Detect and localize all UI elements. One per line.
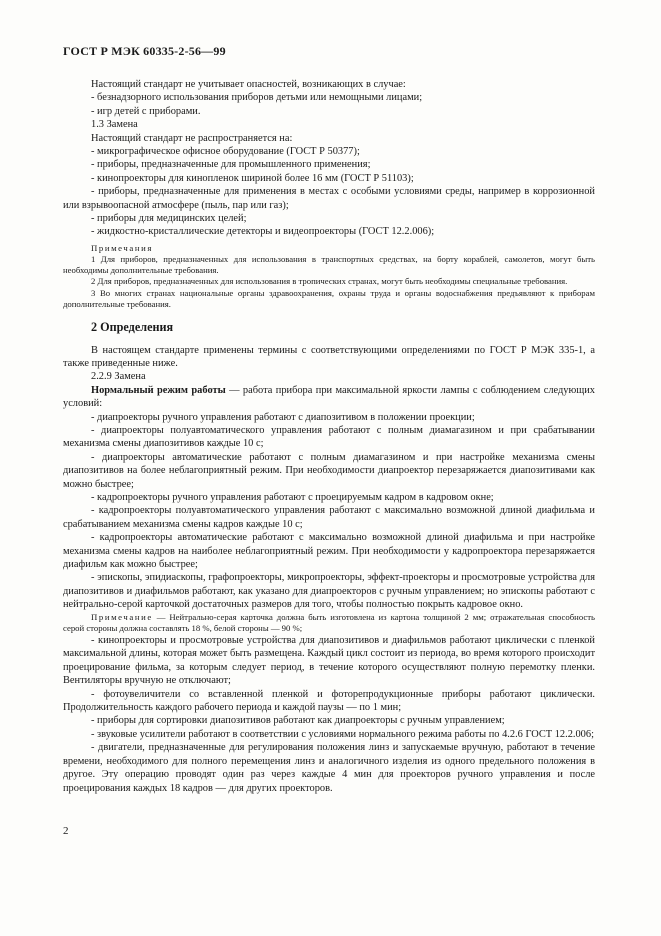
page-number: 2 — [63, 825, 69, 837]
list-item: - эпископы, эпидиаскопы, графопроекторы, микропроекторы, эффект-проекторы и просмотровые устройства для диапозитивов и диафильмов работают, как указано для диапроекторов с ручным управлением; но эпископы работают с нейтрально-серой карточкой достаточных размеров для того, чтобы полностью покрыть кадровое окно. — [63, 572, 595, 611]
paragraph: В настоящем стандарте применены термины с соответствующими определениями по ГОСТ Р МЭК 335-1, а также приведенные ниже. — [63, 344, 595, 369]
list-item: - кадропроекторы полуавтоматического управления работают с максимально возможной длиной диафильма и срабатыванием механизма смены кадров каждые 10 с; — [63, 505, 595, 530]
term: Нормальный режим работы — [91, 384, 226, 396]
list-item: - приборы, предназначенные для промышленного применения; — [91, 159, 371, 171]
list-item: - микрографическое офисное оборудование (ГОСТ Р 50377); — [91, 146, 360, 158]
notes-block — [63, 243, 595, 310]
list-item: - безнадзорного использования приборов детьми или немощными лицами; — [91, 92, 423, 104]
list-item: - диапроекторы ручного управления работают с диапозитивом в положении проекции; — [91, 411, 475, 423]
inline-note — [63, 612, 595, 634]
list-item: - жидкостно-кристаллические детекторы и видеопроекторы (ГОСТ 12.2.006); — [91, 226, 435, 238]
term-definition: — работа прибора при максимальной яркости лампы с соблюдением следующих условий: — [63, 384, 595, 410]
list-item: - двигатели, предназначенные для регулирования положения линз и запускаемые вручную, работают в течение времени, необходимого для полного перемещения линз и аналогичного изделия из одного предельного положения в другое. Эту операцию проводят один раз через каждые 4 мин для проекторов ручного управления и после проецирования каждых 18 кадров — для других проекторов. — [63, 742, 595, 794]
note-item: 2 Для приборов, предназначенных для использования в тропических странах, могут быть необходимы специальные требования. — [91, 276, 568, 287]
definition-paragraph — [63, 384, 595, 411]
page-header: ГОСТ Р МЭК 60335-2-56—99 — [63, 44, 226, 58]
clause-heading: 1.3 Замена — [91, 119, 138, 131]
list-item: - кинопроекторы для кинопленок шириной более 16 мм (ГОСТ Р 51103); — [91, 172, 414, 184]
paragraph: Настоящий стандарт не распространяется на: — [91, 132, 293, 144]
note-item: 3 Во многих странах национальные органы здравоохранения, охраны труда и органы водоснабжения предъявляют к приборам дополнительные требования. — [63, 287, 595, 309]
list-item: - кинопроекторы и просмотровые устройства для диапозитивов и диафильмов работают циклически с пленкой максимальной длины, которая может быть размещена. Каждый цикл состоит из периода, во время которого происходит проецирование фильма, за которым следует период, в течение которого осуществляют полную перемотку пленки. Вентиляторы вручную не отключают; — [63, 635, 595, 687]
list-item: - звуковые усилители работают в соответствии с условиями нормального режима работы по 4.2.6 ГОСТ 12.2.006; — [91, 728, 594, 740]
list-item: - диапроекторы автоматические работают с полным диамагазином и при настройке механизма смены диапозитивов на более неблагоприятный режим. При необходимости диапроектор перезаряжается диапозитивами как можно быстрее; — [63, 451, 595, 490]
notes-heading: Примечания — [91, 242, 153, 253]
list-item: - диапроекторы полуавтоматического управления работают с полным диамагазином и при срабатывании механизма смены диапозитивов каждые 10 с; — [63, 424, 595, 450]
list-item: - кадропроекторы автоматические работают с максимально возможной длиной диафильма и при настройке механизма смены кадров на наиболее неблагоприятный режим. При необходимости у кадропроектора перезаряжается диафильм как можно быстрее; — [63, 532, 595, 570]
clause-heading: 2.2.9 Замена — [91, 371, 146, 383]
section-title: 2 Определения — [91, 320, 174, 335]
page-body — [63, 78, 595, 795]
paragraph: Настоящий стандарт не учитывает опасностей, возникающих в случае: — [91, 79, 406, 90]
list-item: - игр детей с приборами. — [91, 105, 201, 117]
list-item: - фотоувеличители со вставленной пленкой и фоторепродукционные приборы работают циклически. Продолжительность каждого рабочего периода и каждой паузы — по 1 мин; — [63, 688, 595, 714]
list-item: - приборы для медицинских целей; — [91, 213, 247, 225]
list-item: - приборы, предназначенные для применения в местах с особыми условиями среды, например в коррозионной или взрывоопасной атмосфере (пыль, пар или газ); — [63, 186, 595, 211]
note-item: 1 Для приборов, предназначенных для использования в транспортных средствах, на борту кораблей, самолетов, могут быть необходимы дополнительные требования. — [63, 254, 595, 276]
list-item: - приборы для сортировки диапозитивов работают как диапроекторы с ручным управлением; — [91, 715, 505, 727]
list-item: - кадропроекторы ручного управления работают с проецируемым кадром в кадровом окне; — [91, 491, 494, 503]
note-label: Примечание — [91, 611, 153, 622]
note-text: — Нейтрально-серая карточка должна быть изготовлена из картона толщиной 2 мм; отражательная способность серой стороны должна составлять 18 %, белой стороны — 90 %; — [63, 611, 595, 633]
